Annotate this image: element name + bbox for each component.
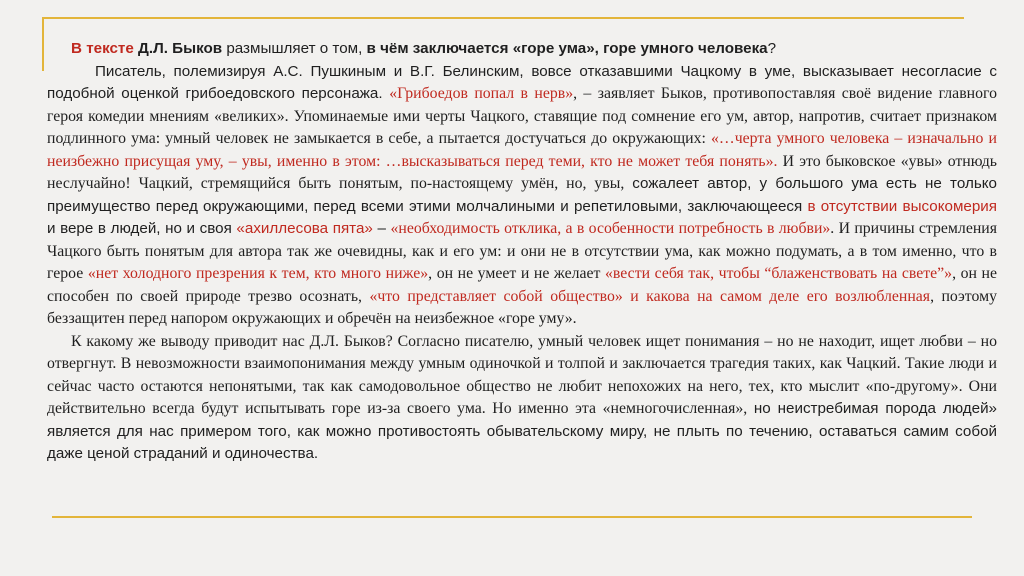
p1-segment: , он не способен по своей природе трезво осознать,	[47, 265, 997, 305]
heading-author: Д.Л. Быков	[138, 40, 223, 57]
p1-segment: И это быковское «увы» отнюдь неслучайно! Чацкий, стремящийся быть понятым, по-настоящему умён, но, увы,	[47, 152, 997, 192]
p1-segment: сожалеет автор, у большого ума есть не только преимущество перед окружающими, перед всеми этими молчалиными и репетиловыми, заключающееся	[47, 175, 997, 215]
p1-segment: «Грибоедов попал в нерв»	[389, 85, 574, 102]
heading-middle: размышляет о том,	[222, 40, 367, 57]
p2-segment: но неистребимая порода людей» является для нас примером того, как можно противостоять обывательскому миру, не плыть по течению, оставаться самим собой даже ценой страданий и одиночества.	[47, 400, 997, 462]
p1-segment: , поэтому беззащитен перед напором окружающих и обречён на неизбежное «горе уму».	[47, 287, 997, 327]
text-body	[47, 38, 997, 466]
p1-segment: , он не умеет и не желает	[428, 265, 606, 282]
p1-segment: –	[372, 220, 391, 237]
p1-segment: «необходимость отклика, а в особенности потребность в любви»	[390, 220, 831, 237]
left-accent-rule	[42, 17, 44, 71]
p1-segment: «ахиллесова пята»	[236, 220, 373, 237]
p1-segment: «нет холодного презрения к тем, кто много ниже»	[87, 265, 429, 282]
p1-segment: . И причины стремления Чацкого быть понятым для автора так же очевидны, как и его ум: и они не в отсутствии ума, как можно подумать, а в том именно, что в герое	[47, 220, 998, 282]
heading-lead: В тексте	[71, 40, 134, 57]
paragraph-1	[47, 61, 997, 331]
p1-segment: «что представляет собой общество» и какова на самом деле его возлюбленная	[369, 287, 931, 305]
p1-segment: «…черта умного человека – изначально и неизбежно присущая уму, – увы, именно в этом: …высказываться перед теми, кто не может тебя понять».	[47, 130, 997, 170]
p1-segment: «вести себя так, чтобы “блаженствовать на свете”»	[605, 265, 953, 282]
heading-qmark: ?	[767, 40, 777, 57]
p1-segment: , – заявляет Быков, противопоставляя своё видение главного героя комедии мнениям «великих». Упоминаемые ими черты Чацкого, ставящие под сомнение его ум, автор, напротив, считает признаком подлинного ума: умный человек не замыкается в себе, а пытается достучаться до окружающих:	[47, 85, 997, 147]
paragraph-2	[47, 331, 997, 466]
bottom-accent-rule	[52, 516, 972, 518]
p2-segment: К какому же выводу приводит нас Д.Л. Быков? Согласно писателю, умный человек ищет понимания – но не находит, ищет любви – но отвергнут. В невозможности взаимопонимания между умным одиночкой и толпой и заключается трагедия таких, как Чацкий. Такие люди и сейчас часто остаются непонятыми, так как самодовольное общество не любит непохожих на него, тех, кто мыслит «по-другому». Они действительно всегда будут испытывать горе из-за своего ума. Но именно эта «немногочисленная»,	[47, 332, 997, 417]
p1-segment: и вере в людей, но и своя	[47, 220, 237, 237]
p1-segment: в отсутствии высокомерия	[807, 197, 998, 215]
heading-question: в чём заключается «горе ума», горе умного человека	[366, 40, 768, 57]
heading-line	[47, 38, 997, 61]
top-accent-rule	[42, 17, 964, 19]
p1-segment: Писатель, полемизируя А.С. Пушкиным и В.Г. Белинским, вовсе отказавшими Чацкому в уме, высказывает несогласие с подобной оценкой грибоедовского персонажа.	[47, 62, 997, 102]
